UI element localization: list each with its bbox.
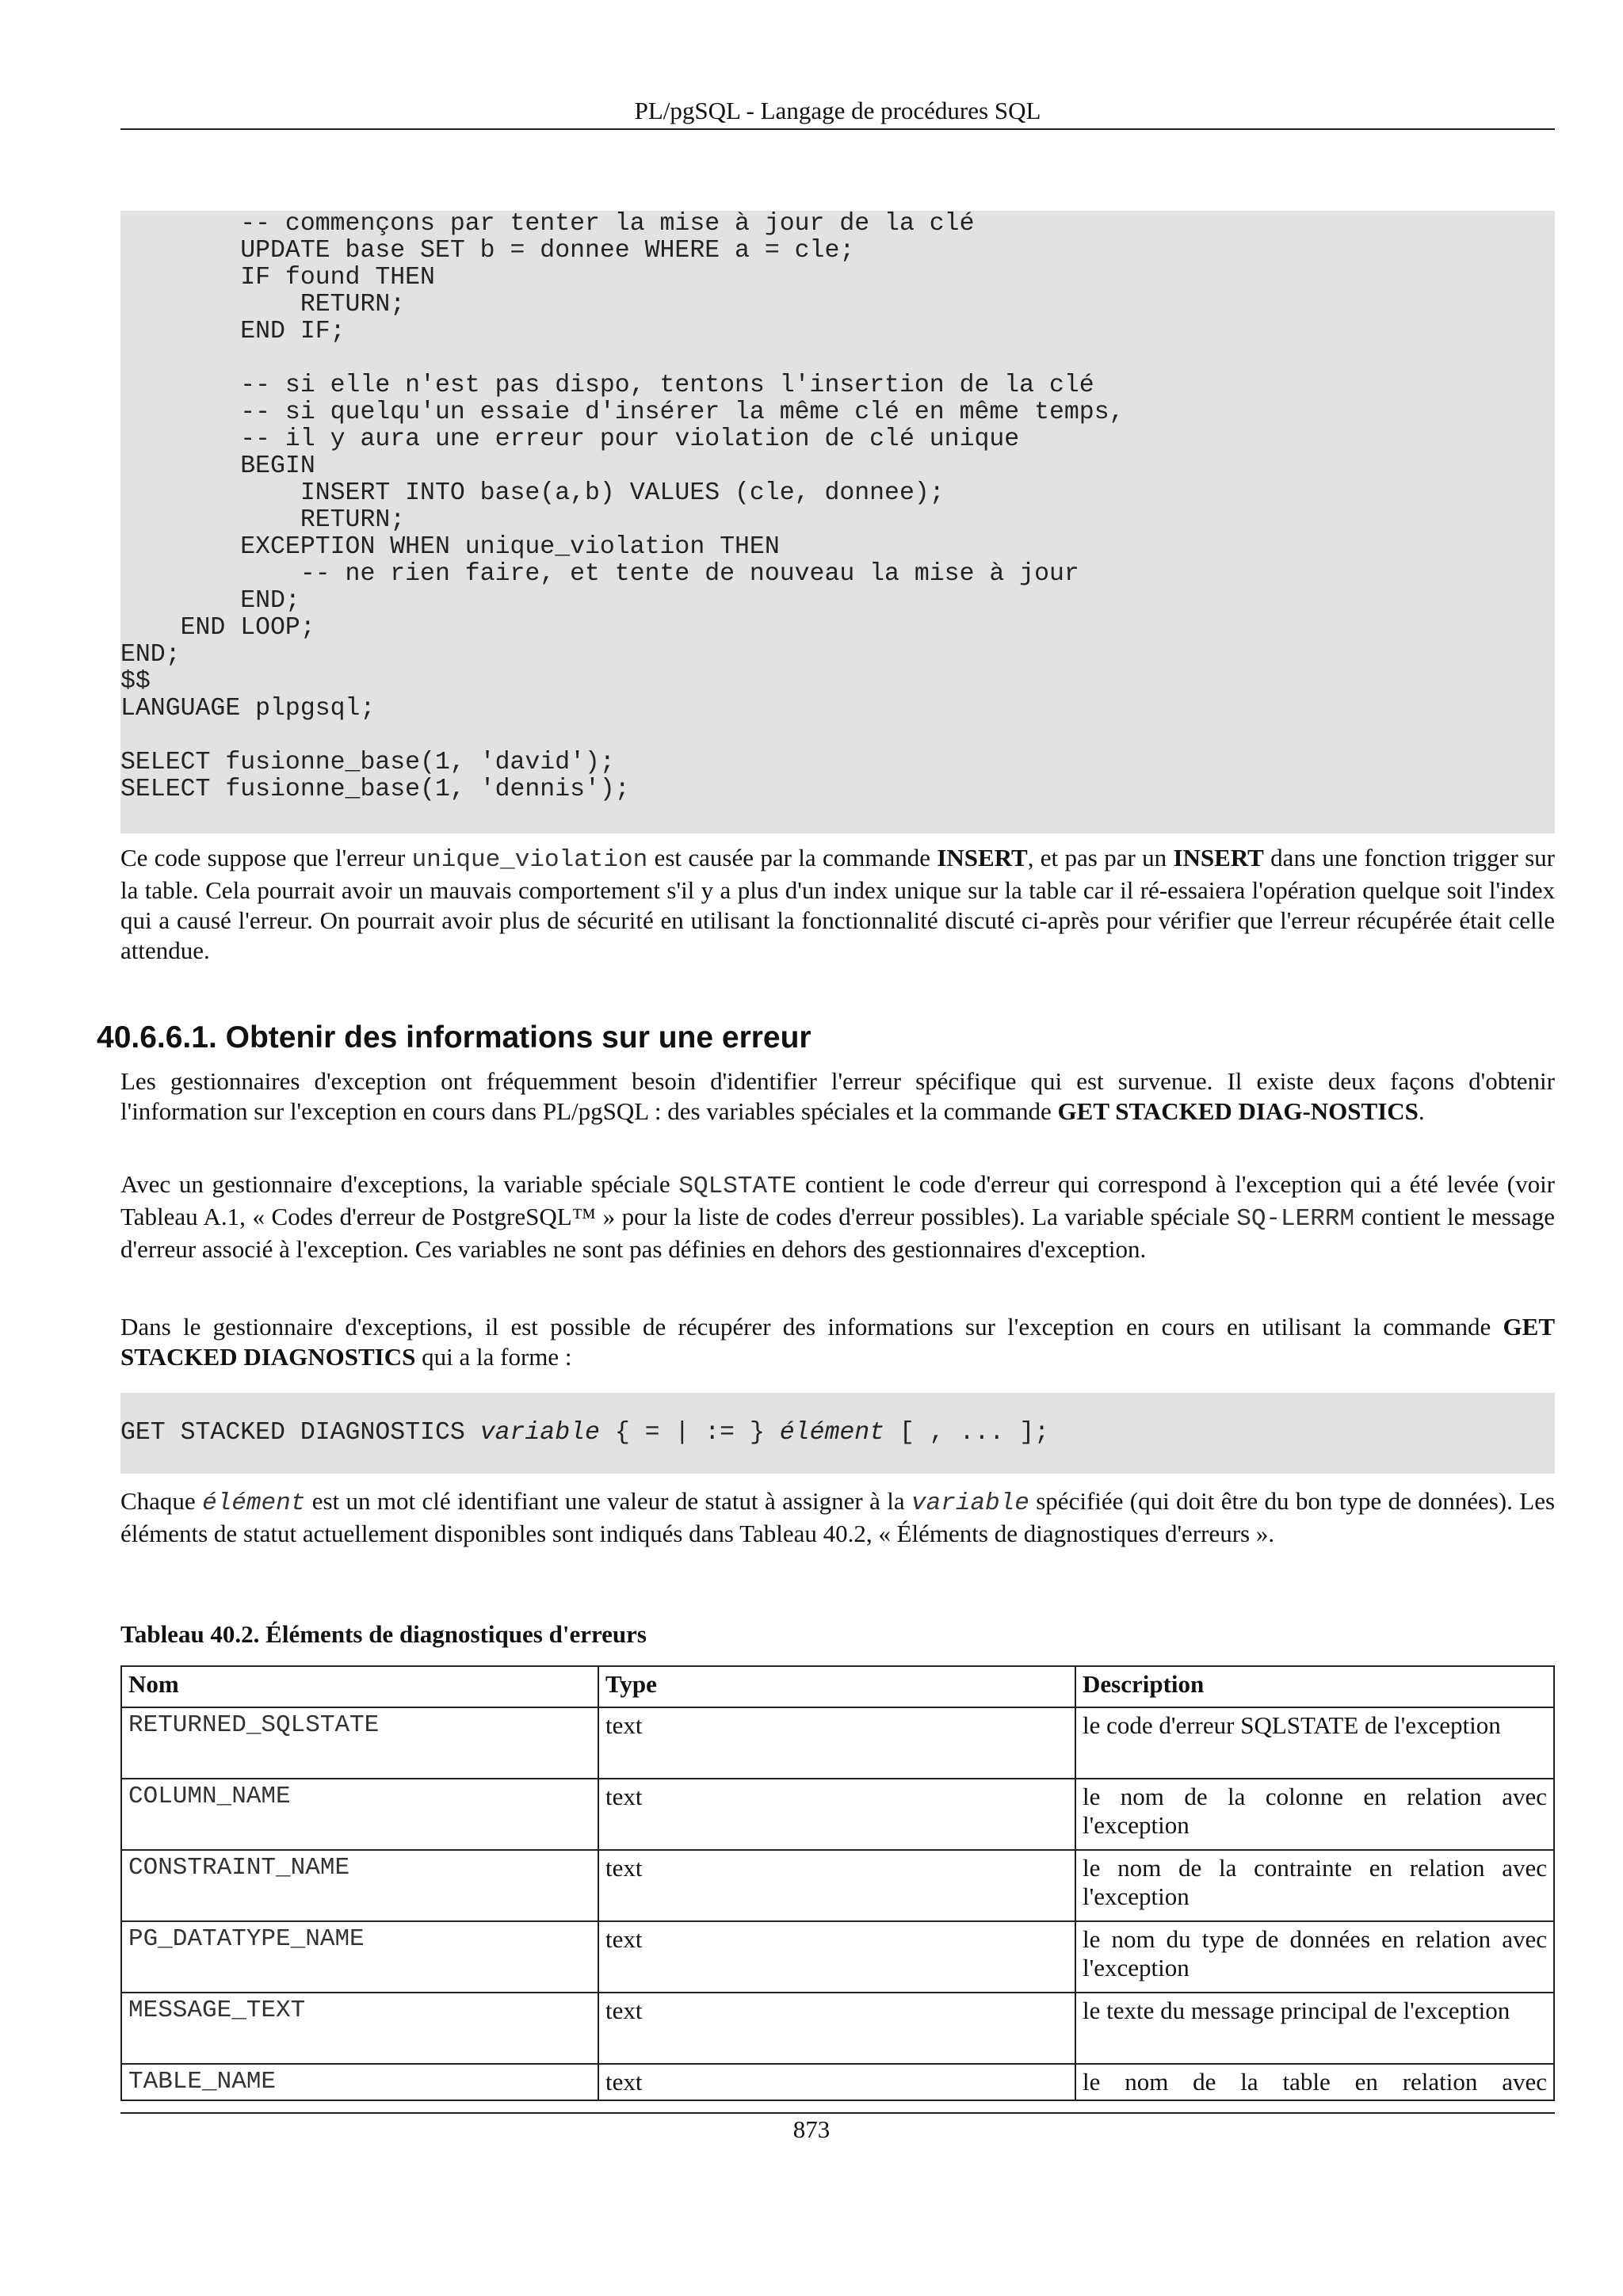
code-line: -- si elle n'est pas dispo, tentons l'insertion de la clé bbox=[120, 372, 1094, 399]
text: Dans le gestionnaire d'exceptions, il est possible de récupérer des informations sur l'exception en cours en utilisant la commande bbox=[120, 1313, 1503, 1341]
inline-code: SQ-LERRM bbox=[1236, 1205, 1355, 1233]
page-number: 873 bbox=[792, 2115, 831, 2143]
paragraph-get-stacked bbox=[120, 1312, 1555, 1372]
code-line: RETURN; bbox=[120, 506, 406, 534]
paragraph-element bbox=[120, 1486, 1555, 1549]
code-line: END; bbox=[120, 641, 181, 669]
text: est causée par la commande bbox=[647, 844, 938, 871]
table-cell-type: text bbox=[598, 1921, 1075, 1993]
code-line: EXCEPTION WHEN unique_violation THEN bbox=[120, 533, 780, 561]
text: Ce code suppose que l'erreur bbox=[120, 844, 412, 871]
table-cell-description: le code d'erreur SQLSTATE de l'exception bbox=[1075, 1707, 1554, 1779]
code-block-upsert bbox=[120, 211, 1555, 833]
table-header-row bbox=[121, 1666, 1554, 1707]
table-cell-description: le nom de la table en relation avec bbox=[1075, 2064, 1554, 2100]
text: , et pas par un bbox=[1027, 844, 1174, 871]
code-line: END; bbox=[120, 587, 300, 615]
page-header: PL/pgSQL - Langage de procédures SQL bbox=[120, 93, 1555, 130]
table-row bbox=[121, 1850, 1554, 1921]
bold-text: INSERT bbox=[937, 844, 1028, 871]
code-line: IF found THEN bbox=[120, 264, 435, 292]
code-text: [ , ... ]; bbox=[884, 1419, 1050, 1447]
table-row bbox=[121, 1779, 1554, 1850]
column-header: Type bbox=[598, 1666, 1075, 1707]
text: Les gestionnaires d'exception ont fréquemment besoin d'identifier l'erreur spécifique qui est survenue. Il existe deux façons d'obtenir l'information sur l'exception en cours dans PL/pgSQL : des variables spéciales et la commande bbox=[120, 1067, 1555, 1125]
inline-code: unique_violation bbox=[411, 846, 648, 874]
text: Chaque bbox=[120, 1487, 203, 1515]
table-row bbox=[121, 1993, 1554, 2064]
code-line: UPDATE base SET b = donnee WHERE a = cle; bbox=[120, 237, 855, 265]
text: est un mot clé identifiant une valeur de statut à assigner à la bbox=[305, 1487, 912, 1515]
code-line: BEGIN bbox=[120, 452, 315, 480]
paragraph-sqlstate bbox=[120, 1169, 1555, 1264]
table-cell-description: le texte du message principal de l'exception bbox=[1075, 1993, 1554, 2064]
code-line bbox=[120, 723, 1555, 749]
column-header: Nom bbox=[121, 1666, 598, 1707]
table-row bbox=[121, 1707, 1554, 1779]
text: contient le code d'erreur qui correspond à l'exception qui a été levée (voir Tableau A.1, « Codes d'erreur de PostgreSQL™ » pour la liste de codes d'erreur possibles). La variable spéciale bbox=[120, 1170, 1556, 1230]
bold-text: INSERT bbox=[1173, 844, 1264, 871]
code-line: RETURN; bbox=[120, 291, 406, 318]
table-cell-name: MESSAGE_TEXT bbox=[121, 1993, 598, 2064]
code-line: -- si quelqu'un essaie d'insérer la même clé en même temps, bbox=[120, 399, 1125, 426]
code-line: -- ne rien faire, et tente de nouveau la mise à jour bbox=[120, 560, 1079, 588]
code-line: -- il y aura une erreur pour violation de clé unique bbox=[120, 425, 1020, 453]
bold-text: GET STACKED DIAG-NOSTICS bbox=[1057, 1097, 1419, 1125]
diagnostics-table bbox=[120, 1665, 1555, 2101]
table-cell-name: PG_DATATYPE_NAME bbox=[121, 1921, 598, 1993]
table-cell-description: le nom de la colonne en relation avec l'exception bbox=[1075, 1779, 1554, 1850]
table-cell-type: text bbox=[598, 2064, 1075, 2100]
table-cell-type: text bbox=[598, 1707, 1075, 1779]
text: dans une fonction trigger sur la table. Cela pourrait avoir un mauvais comportement s'il y a plus d'un index unique sur la table car il ré-essaiera l'opération quelque soit l'index qui a causé l'erreur. On pourrait avoir plus de sécurité en utilisant la fonctionnalité discuté ci-après pour vérifier que l'erreur récupérée était celle attendue. bbox=[120, 844, 1556, 964]
code-line: -- commençons par tenter la mise à jour de la clé bbox=[120, 211, 975, 238]
code-line: SELECT fusionne_base(1, 'dennis'); bbox=[120, 776, 630, 803]
code-line: END IF; bbox=[120, 318, 346, 345]
code-line: $$ bbox=[120, 668, 151, 696]
inline-code: variable bbox=[911, 1489, 1029, 1517]
table-row bbox=[121, 2064, 1554, 2100]
code-placeholder: variable bbox=[479, 1419, 600, 1447]
inline-code: SQLSTATE bbox=[678, 1173, 797, 1200]
paragraph-unique-violation bbox=[120, 843, 1555, 966]
text: . bbox=[1418, 1097, 1425, 1125]
text: qui a la forme : bbox=[415, 1343, 572, 1371]
code-line: INSERT INTO base(a,b) VALUES (cle, donnee); bbox=[120, 479, 945, 507]
bold-text: GET STACKED DIAGNOSTICS bbox=[120, 1313, 1555, 1371]
code-placeholder: élément bbox=[779, 1419, 885, 1447]
table-cell-description: le nom de la contrainte en relation avec l'exception bbox=[1075, 1850, 1554, 1921]
code-text: { = | := } bbox=[599, 1419, 780, 1447]
table-cell-name: CONSTRAINT_NAME bbox=[121, 1850, 598, 1921]
paragraph-exception-handlers bbox=[120, 1066, 1555, 1127]
table-cell-name: TABLE_NAME bbox=[121, 2064, 598, 2100]
table-caption: Tableau 40.2. Éléments de diagnostiques d'erreurs bbox=[120, 1620, 647, 1648]
text: spécifiée (qui doit être du bon type de données). Les éléments de statut actuellement disponibles sont indiqués dans Tableau 40.2, « Éléments de diagnostiques d'erreurs ». bbox=[120, 1487, 1556, 1547]
table-cell-type: text bbox=[598, 1993, 1075, 2064]
text: Avec un gestionnaire d'exceptions, la variable spéciale bbox=[120, 1170, 679, 1198]
inline-code: élément bbox=[202, 1489, 306, 1517]
code-text: GET STACKED DIAGNOSTICS bbox=[120, 1419, 480, 1447]
code-line: SELECT fusionne_base(1, 'david'); bbox=[120, 749, 615, 776]
code-line: END LOOP; bbox=[120, 614, 315, 642]
code-line: LANGUAGE plpgsql; bbox=[120, 695, 376, 723]
code-block-syntax bbox=[120, 1393, 1555, 1474]
table-cell-name: COLUMN_NAME bbox=[121, 1779, 598, 1850]
code-line bbox=[120, 345, 1555, 372]
table-row bbox=[121, 1921, 1554, 1993]
table-cell-description: le nom du type de données en relation avec l'exception bbox=[1075, 1921, 1554, 1993]
table-cell-type: text bbox=[598, 1850, 1075, 1921]
table-cell-type: text bbox=[598, 1779, 1075, 1850]
column-header: Description bbox=[1075, 1666, 1554, 1707]
table-cell-name: RETURNED_SQLSTATE bbox=[121, 1707, 598, 1779]
text: contient le message d'erreur associé à l'exception. Ces variables ne sont pas définies en dehors des gestionnaires d'exception. bbox=[120, 1203, 1555, 1263]
section-title: 40.6.6.1. Obtenir des informations sur une erreur bbox=[97, 1020, 812, 1055]
